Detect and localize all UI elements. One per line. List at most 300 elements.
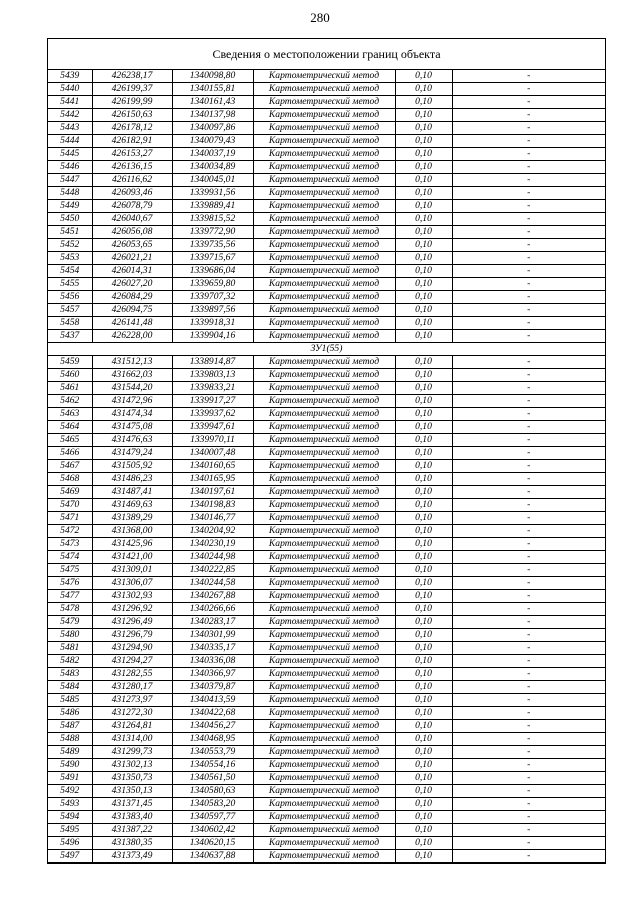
cell-note: - <box>452 213 605 226</box>
cell-point-number: 5445 <box>48 148 92 161</box>
cell-note: - <box>452 694 605 707</box>
table-row <box>48 681 605 694</box>
cell-point-number: 5443 <box>48 122 92 135</box>
cell-method: Картометрический метод <box>253 759 395 772</box>
cell-precision: 0,10 <box>395 447 452 460</box>
page-number: 280 <box>310 10 330 25</box>
table-row <box>48 96 605 109</box>
cell-point-number: 5464 <box>48 421 92 434</box>
table-row <box>48 720 605 733</box>
cell-point-number: 5482 <box>48 655 92 668</box>
cell-coord-x: 431476,63 <box>92 434 172 447</box>
cell-coord-x: 431371,45 <box>92 798 172 811</box>
table-row <box>48 239 605 252</box>
cell-point-number: 5483 <box>48 668 92 681</box>
cell-coord-x: 426199,37 <box>92 83 172 96</box>
cell-coord-y: 1339815,52 <box>172 213 253 226</box>
cell-note: - <box>452 226 605 239</box>
cell-method: Картометрический метод <box>253 135 395 148</box>
cell-precision: 0,10 <box>395 499 452 512</box>
cell-note: - <box>452 122 605 135</box>
cell-note: - <box>452 733 605 746</box>
cell-coord-x: 431469,63 <box>92 499 172 512</box>
cell-note: - <box>452 499 605 512</box>
cell-precision: 0,10 <box>395 616 452 629</box>
cell-point-number: 5439 <box>48 70 92 83</box>
cell-point-number: 5470 <box>48 499 92 512</box>
cell-coord-y: 1339970,11 <box>172 434 253 447</box>
cell-coord-y: 1340620,15 <box>172 837 253 850</box>
cell-precision: 0,10 <box>395 174 452 187</box>
cell-coord-x: 431662,03 <box>92 369 172 382</box>
cell-coord-y: 1340045,01 <box>172 174 253 187</box>
cell-coord-y: 1340553,79 <box>172 746 253 759</box>
cell-precision: 0,10 <box>395 122 452 135</box>
cell-precision: 0,10 <box>395 850 452 863</box>
cell-coord-y: 1339947,61 <box>172 421 253 434</box>
cell-coord-y: 1340379,87 <box>172 681 253 694</box>
cell-note: - <box>452 720 605 733</box>
cell-note: - <box>452 434 605 447</box>
table-row <box>48 421 605 434</box>
cell-coord-x: 431383,40 <box>92 811 172 824</box>
section-row <box>48 343 605 356</box>
cell-precision: 0,10 <box>395 811 452 824</box>
cell-coord-x: 426153,27 <box>92 148 172 161</box>
cell-point-number: 5485 <box>48 694 92 707</box>
cell-coord-x: 426141,48 <box>92 317 172 330</box>
cell-coord-y: 1340137,98 <box>172 109 253 122</box>
cell-coord-y: 1340413,59 <box>172 694 253 707</box>
cell-precision: 0,10 <box>395 720 452 733</box>
cell-coord-y: 1338914,87 <box>172 356 253 369</box>
cell-coord-y: 1339686,04 <box>172 265 253 278</box>
cell-point-number: 5495 <box>48 824 92 837</box>
table-row <box>48 213 605 226</box>
cell-method: Картометрический метод <box>253 499 395 512</box>
cell-precision: 0,10 <box>395 291 452 304</box>
cell-point-number: 5444 <box>48 135 92 148</box>
cell-point-number: 5486 <box>48 707 92 720</box>
cell-coord-y: 1340037,19 <box>172 148 253 161</box>
table-row <box>48 200 605 213</box>
table-row <box>48 824 605 837</box>
cell-point-number: 5472 <box>48 525 92 538</box>
cell-coord-x: 431314,00 <box>92 733 172 746</box>
cell-coord-x: 431373,49 <box>92 850 172 863</box>
cell-coord-x: 426150,63 <box>92 109 172 122</box>
cell-precision: 0,10 <box>395 395 452 408</box>
cell-coord-y: 1340079,43 <box>172 135 253 148</box>
cell-precision: 0,10 <box>395 564 452 577</box>
cell-note: - <box>452 564 605 577</box>
cell-method: Картометрический метод <box>253 525 395 538</box>
cell-method: Картометрический метод <box>253 538 395 551</box>
cell-coord-y: 1339931,56 <box>172 187 253 200</box>
cell-point-number: 5479 <box>48 616 92 629</box>
cell-coord-x: 431294,27 <box>92 655 172 668</box>
cell-method: Картометрический метод <box>253 473 395 486</box>
table-row <box>48 265 605 278</box>
cell-note: - <box>452 486 605 499</box>
cell-coord-y: 1340336,08 <box>172 655 253 668</box>
cell-method: Картометрический метод <box>253 265 395 278</box>
cell-coord-x: 431387,22 <box>92 824 172 837</box>
cell-precision: 0,10 <box>395 785 452 798</box>
cell-coord-y: 1339659,80 <box>172 278 253 291</box>
cell-method: Картометрический метод <box>253 564 395 577</box>
cell-method: Картометрический метод <box>253 733 395 746</box>
cell-coord-y: 1340230,19 <box>172 538 253 551</box>
cell-coord-x: 431296,79 <box>92 629 172 642</box>
cell-point-number: 5493 <box>48 798 92 811</box>
cell-precision: 0,10 <box>395 603 452 616</box>
cell-point-number: 5466 <box>48 447 92 460</box>
table-row <box>48 148 605 161</box>
cell-coord-y: 1340161,43 <box>172 96 253 109</box>
cell-precision: 0,10 <box>395 330 452 343</box>
cell-coord-y: 1340146,77 <box>172 512 253 525</box>
cell-precision: 0,10 <box>395 824 452 837</box>
cell-point-number: 5442 <box>48 109 92 122</box>
cell-coord-x: 431486,23 <box>92 473 172 486</box>
cell-precision: 0,10 <box>395 161 452 174</box>
cell-coord-y: 1340198,83 <box>172 499 253 512</box>
cell-precision: 0,10 <box>395 746 452 759</box>
cell-point-number: 5478 <box>48 603 92 616</box>
cell-coord-x: 426136,15 <box>92 161 172 174</box>
cell-method: Картометрический метод <box>253 122 395 135</box>
cell-method: Картометрический метод <box>253 772 395 785</box>
table-row <box>48 642 605 655</box>
cell-note: - <box>452 291 605 304</box>
table-row <box>48 694 605 707</box>
cell-note: - <box>452 551 605 564</box>
cell-coord-y: 1339904,16 <box>172 330 253 343</box>
cell-method: Картометрический метод <box>253 811 395 824</box>
cell-coord-y: 1340034,89 <box>172 161 253 174</box>
cell-method: Картометрический метод <box>253 694 395 707</box>
cell-note: - <box>452 525 605 538</box>
cell-precision: 0,10 <box>395 551 452 564</box>
cell-coord-y: 1339803,13 <box>172 369 253 382</box>
cell-method: Картометрический метод <box>253 161 395 174</box>
table-row <box>48 499 605 512</box>
cell-precision: 0,10 <box>395 460 452 473</box>
cell-coord-x: 431421,00 <box>92 551 172 564</box>
cell-coord-x: 426027,20 <box>92 278 172 291</box>
cell-coord-y: 1340204,92 <box>172 525 253 538</box>
cell-point-number: 5460 <box>48 369 92 382</box>
cell-precision: 0,10 <box>395 109 452 122</box>
cell-point-number: 5457 <box>48 304 92 317</box>
cell-coord-x: 431350,73 <box>92 772 172 785</box>
cell-coord-x: 431264,81 <box>92 720 172 733</box>
cell-note: - <box>452 330 605 343</box>
cell-coord-y: 1340637,88 <box>172 850 253 863</box>
cell-coord-y: 1339772,90 <box>172 226 253 239</box>
table-row <box>48 577 605 590</box>
cell-coord-y: 1340456,27 <box>172 720 253 733</box>
cell-coord-y: 1340580,63 <box>172 785 253 798</box>
cell-coord-y: 1339833,21 <box>172 382 253 395</box>
cell-note: - <box>452 824 605 837</box>
cell-coord-y: 1340366,97 <box>172 668 253 681</box>
cell-coord-y: 1340244,58 <box>172 577 253 590</box>
cell-note: - <box>452 707 605 720</box>
cell-coord-y: 1340222,85 <box>172 564 253 577</box>
cell-note: - <box>452 629 605 642</box>
cell-point-number: 5447 <box>48 174 92 187</box>
table-row <box>48 291 605 304</box>
cell-coord-y: 1340335,17 <box>172 642 253 655</box>
cell-point-number: 5484 <box>48 681 92 694</box>
cell-note: - <box>452 265 605 278</box>
table-row <box>48 473 605 486</box>
cell-coord-x: 431294,90 <box>92 642 172 655</box>
cell-point-number: 5494 <box>48 811 92 824</box>
cell-method: Картометрический метод <box>253 421 395 434</box>
table-row <box>48 252 605 265</box>
cell-point-number: 5454 <box>48 265 92 278</box>
cell-coord-y: 1340165,95 <box>172 473 253 486</box>
cell-method: Картометрический метод <box>253 616 395 629</box>
table-row <box>48 486 605 499</box>
cell-method: Картометрический метод <box>253 395 395 408</box>
cell-point-number: 5492 <box>48 785 92 798</box>
cell-note: - <box>452 135 605 148</box>
cell-point-number: 5465 <box>48 434 92 447</box>
cell-note: - <box>452 239 605 252</box>
cell-coord-y: 1340283,17 <box>172 616 253 629</box>
cell-precision: 0,10 <box>395 629 452 642</box>
section-header <box>48 343 605 356</box>
cell-method: Картометрический метод <box>253 109 395 122</box>
table-row <box>48 70 605 83</box>
cell-coord-x: 431272,30 <box>92 707 172 720</box>
cell-method: Картометрический метод <box>253 668 395 681</box>
table-row <box>48 629 605 642</box>
cell-note: - <box>452 512 605 525</box>
table-row <box>48 83 605 96</box>
cell-coord-x: 426178,12 <box>92 122 172 135</box>
cell-coord-y: 1339937,62 <box>172 408 253 421</box>
cell-coord-x: 431512,13 <box>92 356 172 369</box>
table-row <box>48 538 605 551</box>
cell-method: Картометрический метод <box>253 213 395 226</box>
table-row <box>48 707 605 720</box>
table-row <box>48 811 605 824</box>
cell-coord-x: 431472,96 <box>92 395 172 408</box>
cell-method: Картометрический метод <box>253 486 395 499</box>
cell-coord-y: 1339889,41 <box>172 200 253 213</box>
cell-note: - <box>452 421 605 434</box>
table-row <box>48 460 605 473</box>
table-row <box>48 369 605 382</box>
table-row <box>48 408 605 421</box>
table-row <box>48 356 605 369</box>
cell-coord-y: 1340266,66 <box>172 603 253 616</box>
cell-precision: 0,10 <box>395 473 452 486</box>
cell-precision: 0,10 <box>395 304 452 317</box>
cell-point-number: 5449 <box>48 200 92 213</box>
cell-note: - <box>452 837 605 850</box>
cell-note: - <box>452 148 605 161</box>
cell-note: - <box>452 642 605 655</box>
cell-point-number: 5461 <box>48 382 92 395</box>
cell-coord-x: 431306,07 <box>92 577 172 590</box>
cell-note: - <box>452 746 605 759</box>
cell-method: Картометрический метод <box>253 707 395 720</box>
table-row <box>48 616 605 629</box>
cell-coord-y: 1340267,88 <box>172 590 253 603</box>
cell-coord-x: 431302,13 <box>92 759 172 772</box>
cell-coord-y: 1340583,20 <box>172 798 253 811</box>
cell-coord-y: 1340468,95 <box>172 733 253 746</box>
table-row <box>48 733 605 746</box>
cell-point-number: 5467 <box>48 460 92 473</box>
cell-note: - <box>452 655 605 668</box>
table-row <box>48 226 605 239</box>
cell-coord-x: 426182,91 <box>92 135 172 148</box>
cell-method: Картометрический метод <box>253 603 395 616</box>
cell-precision: 0,10 <box>395 668 452 681</box>
cell-note: - <box>452 395 605 408</box>
cell-point-number: 5471 <box>48 512 92 525</box>
cell-precision: 0,10 <box>395 265 452 278</box>
cell-coord-x: 431474,34 <box>92 408 172 421</box>
cell-method: Картометрический метод <box>253 239 395 252</box>
cell-method: Картометрический метод <box>253 824 395 837</box>
cell-method: Картометрический метод <box>253 655 395 668</box>
cell-note: - <box>452 603 605 616</box>
cell-coord-x: 426021,21 <box>92 252 172 265</box>
cell-coord-x: 426228,00 <box>92 330 172 343</box>
cell-method: Картометрический метод <box>253 369 395 382</box>
cell-precision: 0,10 <box>395 252 452 265</box>
cell-note: - <box>452 850 605 863</box>
cell-note: - <box>452 356 605 369</box>
cell-point-number: 5481 <box>48 642 92 655</box>
cell-method: Картометрический метод <box>253 330 395 343</box>
cell-method: Картометрический метод <box>253 590 395 603</box>
cell-note: - <box>452 369 605 382</box>
cell-method: Картометрический метод <box>253 291 395 304</box>
cell-note: - <box>452 83 605 96</box>
table-row <box>48 564 605 577</box>
cell-note: - <box>452 70 605 83</box>
cell-precision: 0,10 <box>395 421 452 434</box>
cell-coord-y: 1339707,32 <box>172 291 253 304</box>
table-row <box>48 135 605 148</box>
table-row <box>48 785 605 798</box>
cell-method: Картометрический метод <box>253 837 395 850</box>
cell-method: Картометрический метод <box>253 356 395 369</box>
cell-method: Картометрический метод <box>253 382 395 395</box>
cell-coord-x: 426116,62 <box>92 174 172 187</box>
cell-precision: 0,10 <box>395 694 452 707</box>
cell-point-number: 5452 <box>48 239 92 252</box>
cell-point-number: 5463 <box>48 408 92 421</box>
cell-coord-y: 1339897,56 <box>172 304 253 317</box>
cell-coord-x: 431425,96 <box>92 538 172 551</box>
cell-method: Картометрический метод <box>253 304 395 317</box>
cell-method: Картометрический метод <box>253 798 395 811</box>
cell-coord-y: 1340244,98 <box>172 551 253 564</box>
cell-method: Картометрический метод <box>253 70 395 83</box>
cell-note: - <box>452 304 605 317</box>
cell-coord-x: 431505,92 <box>92 460 172 473</box>
cell-precision: 0,10 <box>395 837 452 850</box>
cell-coord-x: 431380,35 <box>92 837 172 850</box>
cell-point-number: 5450 <box>48 213 92 226</box>
cell-precision: 0,10 <box>395 577 452 590</box>
cell-method: Картометрический метод <box>253 174 395 187</box>
cell-coord-x: 431273,97 <box>92 694 172 707</box>
table-row <box>48 122 605 135</box>
cell-method: Картометрический метод <box>253 278 395 291</box>
cell-precision: 0,10 <box>395 798 452 811</box>
cell-method: Картометрический метод <box>253 96 395 109</box>
cell-note: - <box>452 252 605 265</box>
cell-point-number: 5487 <box>48 720 92 733</box>
cell-precision: 0,10 <box>395 83 452 96</box>
cell-coord-x: 431368,00 <box>92 525 172 538</box>
cell-point-number: 5448 <box>48 187 92 200</box>
cell-coord-x: 431282,55 <box>92 668 172 681</box>
cell-note: - <box>452 759 605 772</box>
cell-precision: 0,10 <box>395 512 452 525</box>
table-row <box>48 304 605 317</box>
cell-method: Картометрический метод <box>253 720 395 733</box>
cell-point-number: 5451 <box>48 226 92 239</box>
cell-coord-y: 1340597,77 <box>172 811 253 824</box>
cell-note: - <box>452 590 605 603</box>
table-row <box>48 590 605 603</box>
table-row <box>48 772 605 785</box>
cell-point-number: 5473 <box>48 538 92 551</box>
cell-note: - <box>452 538 605 551</box>
cell-method: Картометрический метод <box>253 252 395 265</box>
cell-point-number: 5475 <box>48 564 92 577</box>
cell-coord-x: 431296,49 <box>92 616 172 629</box>
cell-coord-x: 426238,17 <box>92 70 172 83</box>
cell-coord-y: 1340554,16 <box>172 759 253 772</box>
cell-method: Картометрический метод <box>253 512 395 525</box>
cell-precision: 0,10 <box>395 70 452 83</box>
table-row <box>48 512 605 525</box>
cell-coord-y: 1340197,61 <box>172 486 253 499</box>
cell-note: - <box>452 577 605 590</box>
table-row <box>48 382 605 395</box>
cell-note: - <box>452 109 605 122</box>
table-row <box>48 759 605 772</box>
cell-method: Картометрический метод <box>253 187 395 200</box>
cell-coord-y: 1340007,48 <box>172 447 253 460</box>
cell-coord-x: 426199,99 <box>92 96 172 109</box>
table-row <box>48 551 605 564</box>
table-row <box>48 850 605 863</box>
table-row <box>48 161 605 174</box>
cell-precision: 0,10 <box>395 135 452 148</box>
cell-note: - <box>452 772 605 785</box>
cell-precision: 0,10 <box>395 759 452 772</box>
cell-coord-y: 1339918,31 <box>172 317 253 330</box>
cell-coord-x: 431389,29 <box>92 512 172 525</box>
cell-coord-x: 431487,41 <box>92 486 172 499</box>
table-row <box>48 317 605 330</box>
sheet-title: Сведения о местоположении границ объекта <box>48 39 605 70</box>
